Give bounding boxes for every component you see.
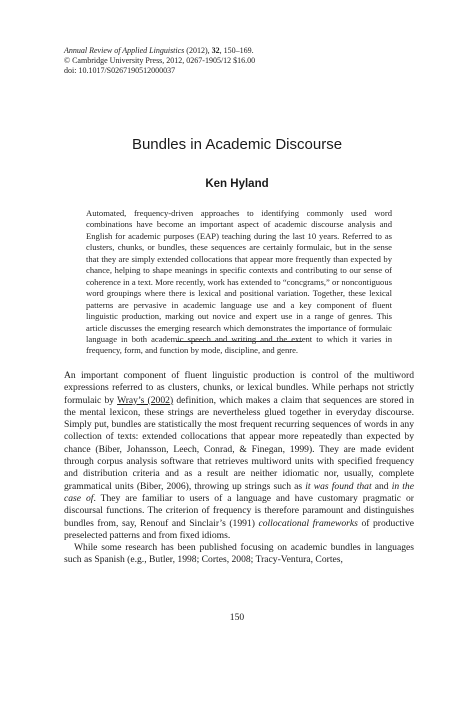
copyright-line: © Cambridge University Press, 2012, 0267-1905/12 $16.00 — [64, 56, 256, 65]
journal-year: (2012), — [184, 46, 212, 55]
section-divider — [176, 341, 302, 342]
paragraph-text: and — [371, 480, 392, 492]
journal-name: Annual Review of Applied Linguistics — [64, 46, 185, 55]
body-paragraph-2: While some research has been published focusing on academic bundles in languages such as Spanish (e.g., Butler, 1998; Cortes, 2008; Tracy-Ventura, Cortes, — [64, 542, 414, 566]
citation-header — [64, 46, 424, 76]
abstract: Automated, frequency-driven approaches to identifying commonly used word combinations have become an important aspect of academic discourse analysis and English for academic purposes (EAP) teaching during the last 10 years. Referred to as clusters, chunks, or bundles, these sequences are certainly formulaic, but in the sense that they are simply extended collocations that appear more frequently than expected by chance, helping to shape meanings in specific contexts and contributing to our sense of coherence in a text. More recently, work has extended to “concgrams,” or noncontiguous word groupings where there is lexical and positional variation. Together, these lexical patterns are pervasive in academic language use and a key component of fluent linguistic production, marking out novice and expert use in a range of genres. This article discusses the emerging research which demonstrates the importance of formulaic language in both academic speech and writing and the extent to which it varies in frequency, form, and function by mode, discipline, and genre. — [86, 208, 392, 356]
journal-pages: , 150–169. — [219, 46, 254, 55]
citation-line — [64, 46, 424, 56]
doi-line: doi: 10.1017/S0267190512000037 — [64, 66, 176, 75]
term-italic: collocational frameworks — [258, 517, 358, 529]
example-phrase: in the case of — [64, 480, 414, 504]
example-phrase: it was found that — [305, 480, 372, 492]
citation-link-wray[interactable]: Wray’s (2002) — [117, 394, 174, 406]
author-name: Ken Hyland — [205, 178, 269, 190]
body-paragraph-1 — [64, 370, 414, 542]
journal-volume: 32 — [211, 46, 220, 55]
page-number: 150 — [229, 612, 245, 623]
article-title: Bundles in Academic Discourse — [131, 136, 343, 153]
paragraph-text: An important component of fluent linguistic production is control of the multiword expressions referred to as clusters, chunks, or lexical bundles. While perhaps not strictly formulaic by — [64, 370, 414, 406]
body-text — [64, 370, 414, 567]
paragraph-text: definition, which makes a claim that sequences are stored in the mental lexicon, these strings are nevertheless glued together in everyday discourse. Simply put, bundles are statistically the most frequent recurring sequences of words in any collection of texts: extended collocations that appear more repeatedly than expected by chance (Biber, Johansson, Leech, Conrad, & Finegan, 1999). They are made evident through corpus analysis software that retrieves multiword units with specified frequency and distribution criteria and as a result are neither idiomatic nor, usually, complete grammatical units (Biber, 2006), throwing up strings such as — [64, 394, 414, 492]
paragraph-text: . They are familiar to users of a language and have customary pragmatic or discoursal functions. The criterion of frequency is therefore paramount and distinguishes bundles from, say, Renouf and Sinclair’s (1991) — [64, 492, 414, 529]
paragraph-text: of productive preselected patterns and from fixed idioms. — [64, 517, 415, 541]
